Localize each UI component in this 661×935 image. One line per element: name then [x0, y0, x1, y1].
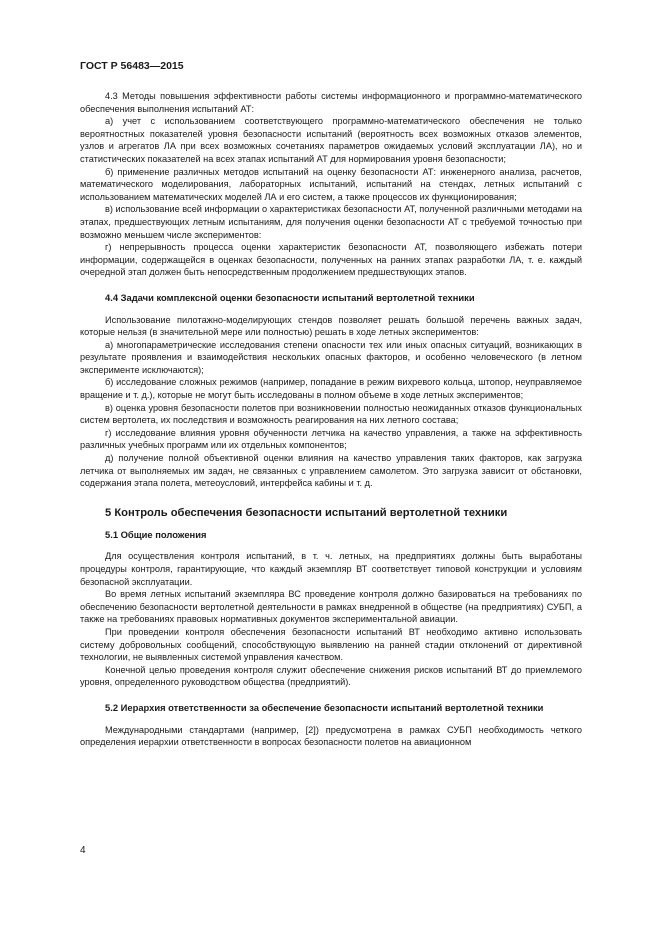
section-4-4-item-d: д) получение полной объективной оценки влияния на качество управления таких факторов, как загрузка летчика от выполняемых им задач, не связанных с управлением самолетом. Это загрузка зависит от обстановки, содержания этапа полета, метеоусловий, интерфейса кабины и т. д. — [80, 453, 582, 489]
section-5-1-para-2: Во время летных испытаний экземпляра ВС проведение контроля должно базироваться на требованиях по обеспечению безопасности вертолетной деятельности в рамках внедренной в обществе (на предприятиях) СУБП, а также на требованиях правовых нормативных документов экспериментальной авиации. — [80, 589, 582, 625]
page-number: 4 — [80, 845, 86, 856]
section-4-3-item-g: г) непрерывность процесса оценки характеристик безопасности АТ, позволяющего избежать потери информации, содержащейся в оценках безопасности, полученных на ранних этапах разработки ЛА, т. е. каждый очередной этап должен быть непосредственным продолжением предшествующих этапов. — [80, 242, 582, 278]
section-4-4-item-g: г) исследование влияния уровня обученности летчика на качество управления, а также на эффективность различных учебных программ или их отдельных компонентов; — [80, 427, 582, 451]
page-content — [80, 90, 582, 749]
section-4-3-item-a: а) учет с использованием соответствующего программно-математического обеспечения не только вероятностных показателей уровня безопасности испытаний (вероятность всех возможных отказов элементов, узлов и агрегатов ЛА при всех возможных сочетаниях параметров ожидаемых условий эксплуатации ЛА), но и статистических показателей на всех этапах испытаний АТ для нормирования уровня безопасности; — [80, 116, 582, 164]
section-5-2-para-1: Международными стандартами (например, [2]) предусмотрена в рамках СУБП необходимость четкого определения иерархии ответственности в вопросах безопасности полетов на авиационном — [80, 724, 582, 748]
section-4-4-title: 4.4 Задачи комплексной оценки безопасности испытаний вертолетной техники — [105, 291, 475, 303]
section-5-1-title: 5.1 Общие положения — [105, 528, 207, 540]
section-4-3-intro: 4.3 Методы повышения эффективности работы системы информационного и программно-математического обеспечения выполнения испытаний АТ: — [80, 91, 582, 114]
section-4-4-intro: Использование пилотажно-моделирующих стендов позволяет решать большой перечень важных задач, которые нельзя (в значительной мере или полностью) решать в ходе летных экспериментов: — [80, 314, 582, 338]
section-4-3-item-b: б) применение различных методов испытаний на оценку безопасности АТ: инженерного анализа, расчетов, математического моделирования, лабораторных испытаний, испытаний на стендах, летных испытаний с использованием математических моделей ЛА и его систем, а также процессов их функционирования; — [80, 166, 582, 202]
section-5-title: 5 Контроль обеспечения безопасности испытаний вертолетной техники — [105, 506, 508, 519]
section-5-1-para-4: Конечной целью проведения контроля служит обеспечение снижения рисков испытаний ВТ до приемлемого уровня, определенного руководством общества (предприятий). — [80, 664, 582, 688]
section-4-4-item-b: б) исследование сложных режимов (например, попадание в режим вихревого кольца, штопор, неуправляемое вращение и т. д.), которые не могут быть исследованы в полном объеме в ходе летных экспериментов; — [80, 377, 582, 401]
document-header: ГОСТ Р 56483—2015 — [80, 60, 184, 72]
section-5-1-para-3: При проведении контроля обеспечения безопасности испытаний ВТ необходимо активно использовать систему добровольных сообщений, способствующую выявлению на ранней стадии отклонений от директивной технологии, не выявленных системой управления качеством. — [80, 626, 582, 663]
section-5-1-para-1: Для осуществления контроля испытаний, в т. ч. летных, на предприятиях должны быть выработаны процедуры контроля, гарантирующие, что каждый экземпляр ВТ соответствует типовой конструкции и условиям безопасной эксплуатации. — [80, 551, 582, 587]
section-5-2-title: 5.2 Иерархия ответственности за обеспечение безопасности испытаний вертолетной техники — [105, 701, 544, 713]
section-4-3-item-v: в) использование всей информации о характеристиках безопасности АТ, полученной различными методами на этапах, предшествующих летным испытаниям, для получения оценки безопасности АТ с требуемой точностью при возможно меньшем числе экспериментов: — [80, 204, 582, 240]
section-4-4-item-a: а) многопараметрические исследования степени опасности тех или иных опасных ситуаций, возникающих в результате проявления и взаимодействия нескольких опасных факторов, и особенно человеческого (в летном эксперименте исключаются); — [80, 339, 582, 375]
section-4-4-item-v: в) оценка уровня безопасности полетов при возникновении полностью неожиданных отказов функциональных систем вертолета, их последствия и возможность реагирования на них летного состава; — [80, 402, 582, 426]
